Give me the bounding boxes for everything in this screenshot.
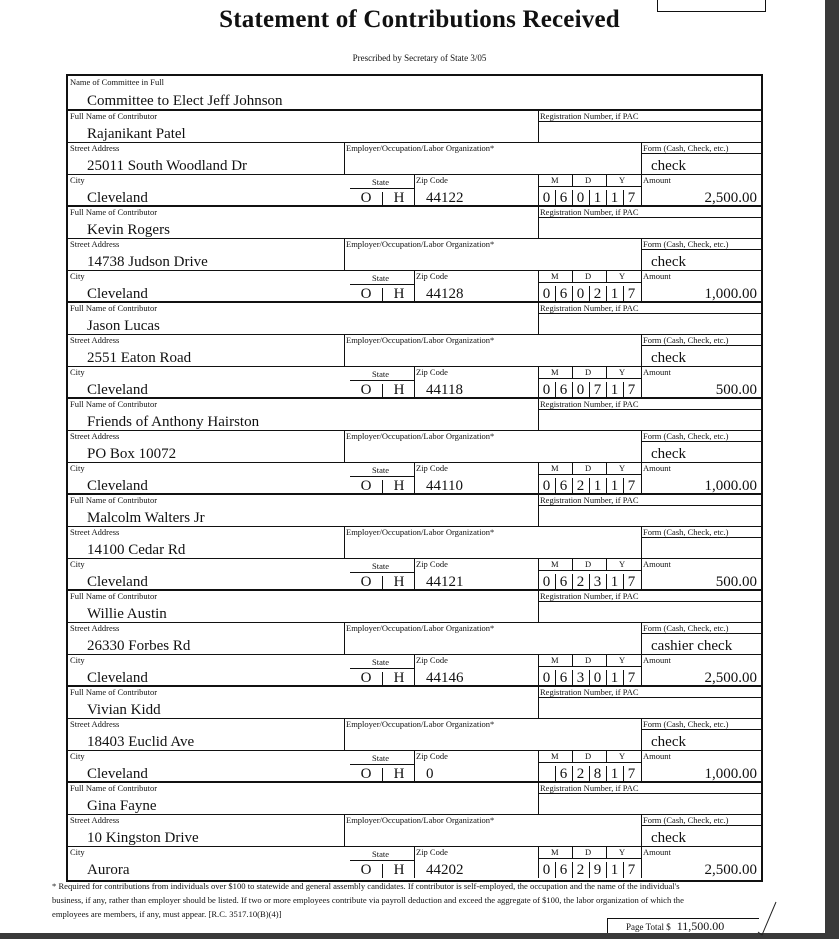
- date-digit: 0: [593, 670, 602, 686]
- amount-value: 500.00: [715, 382, 757, 398]
- year-label: Y: [619, 463, 626, 473]
- month-label: M: [551, 175, 559, 185]
- state-letter: O: [360, 478, 372, 494]
- zip-code: 44146: [426, 670, 464, 686]
- state-label: State: [372, 465, 389, 475]
- contribution-entry: [68, 110, 761, 206]
- city: Cleveland: [87, 478, 148, 494]
- form-type: check: [651, 158, 686, 174]
- amount-value: 1,000.00: [704, 286, 757, 302]
- state-letter: O: [360, 670, 372, 686]
- contribution-entry: [68, 686, 761, 782]
- state-letter: H: [393, 862, 405, 878]
- state-letter: O: [360, 862, 372, 878]
- form-type: check: [651, 254, 686, 270]
- page-subtitle: Prescribed by Secretary of State 3/05: [352, 53, 487, 63]
- month-label: M: [551, 271, 559, 281]
- date-digit: 7: [627, 190, 636, 206]
- zip-code: 0: [426, 766, 434, 782]
- street-label: Street Address: [70, 431, 120, 441]
- date-digit: 1: [610, 190, 619, 206]
- date-digit: 7: [627, 862, 636, 878]
- registration-label: Registration Number, if PAC: [540, 303, 639, 313]
- date-digit: 0: [542, 286, 551, 302]
- date-digit: 2: [593, 286, 602, 302]
- employer-label: Employer/Occupation/Labor Organization*: [346, 719, 495, 729]
- form-type-label: Form (Cash, Check, etc.): [643, 239, 729, 249]
- street-address: 14100 Cedar Rd: [87, 542, 186, 558]
- contributor-name: Gina Fayne: [87, 798, 157, 814]
- form-type-label: Form (Cash, Check, etc.): [643, 719, 729, 729]
- date-digit: 6: [559, 766, 568, 782]
- state-letter: H: [393, 478, 405, 494]
- amount-label: Amount: [643, 367, 671, 377]
- contributor-name: Willie Austin: [87, 606, 167, 622]
- street-label: Street Address: [70, 623, 120, 633]
- city-label: City: [70, 847, 85, 857]
- street-address: 26330 Forbes Rd: [87, 638, 191, 654]
- registration-label: Registration Number, if PAC: [540, 687, 639, 697]
- day-label: D: [585, 655, 592, 665]
- year-label: Y: [619, 847, 626, 857]
- state-letter: H: [393, 574, 405, 590]
- page-total-value: 11,500.00: [676, 919, 725, 933]
- year-label: Y: [619, 655, 626, 665]
- contribution-entry: [68, 494, 761, 590]
- date-digit: 7: [627, 766, 636, 782]
- date-digit: 9: [593, 862, 602, 878]
- employer-label: Employer/Occupation/Labor Organization*: [346, 143, 495, 153]
- date-digit: 7: [627, 382, 636, 398]
- city: Aurora: [87, 862, 130, 878]
- date-digit: 6: [559, 478, 568, 494]
- form-type-label: Form (Cash, Check, etc.): [643, 623, 729, 633]
- city-label: City: [70, 751, 85, 761]
- form-type-label: Form (Cash, Check, etc.): [643, 527, 729, 537]
- date-digit: 2: [576, 766, 585, 782]
- date-digit: 7: [627, 286, 636, 302]
- amount-label: Amount: [643, 271, 671, 281]
- contributor-name: Kevin Rogers: [87, 222, 170, 238]
- amount-label: Amount: [643, 847, 671, 857]
- date-digit: 1: [610, 574, 619, 590]
- date-digit: 1: [610, 670, 619, 686]
- state-label: State: [372, 849, 389, 859]
- street-address: 14738 Judson Drive: [87, 254, 208, 270]
- year-label: Y: [619, 175, 626, 185]
- state-letter: O: [360, 190, 372, 206]
- street-label: Street Address: [70, 719, 120, 729]
- city: Cleveland: [87, 190, 148, 206]
- zip-label: Zip Code: [416, 847, 448, 857]
- date-digit: 3: [576, 670, 585, 686]
- day-label: D: [585, 559, 592, 569]
- date-digit: 6: [559, 286, 568, 302]
- amount-value: 2,500.00: [704, 862, 757, 878]
- date-digit: 6: [559, 862, 568, 878]
- contribution-entry: [68, 206, 761, 302]
- contribution-entry: [68, 782, 761, 878]
- date-digit: 1: [593, 478, 602, 494]
- employer-label: Employer/Occupation/Labor Organization*: [346, 815, 495, 825]
- registration-label: Registration Number, if PAC: [540, 207, 639, 217]
- date-digit: 0: [542, 478, 551, 494]
- state-label: State: [372, 561, 389, 571]
- date-digit: 0: [542, 190, 551, 206]
- registration-label: Registration Number, if PAC: [540, 591, 639, 601]
- year-label: Y: [619, 559, 626, 569]
- street-address: 2551 Eaton Road: [87, 350, 192, 366]
- month-label: M: [551, 559, 559, 569]
- state-letter: H: [393, 766, 405, 782]
- date-digit: 0: [576, 190, 585, 206]
- state-label: State: [372, 273, 389, 283]
- contributor-label: Full Name of Contributor: [70, 399, 158, 409]
- amount-value: 1,000.00: [704, 766, 757, 782]
- contributor-name: Friends of Anthony Hairston: [87, 414, 260, 430]
- date-digit: 6: [559, 574, 568, 590]
- day-label: D: [585, 271, 592, 281]
- window-edge: [825, 0, 839, 939]
- page-total: [607, 918, 759, 933]
- date-digit: 0: [576, 286, 585, 302]
- date-digit: 0: [576, 382, 585, 398]
- form-type: check: [651, 734, 686, 750]
- zip-label: Zip Code: [416, 655, 448, 665]
- contributor-label: Full Name of Contributor: [70, 591, 158, 601]
- zip-code: 44202: [426, 862, 464, 878]
- state-letter: H: [393, 190, 405, 206]
- zip-code: 44121: [426, 574, 464, 590]
- state-label: State: [372, 369, 389, 379]
- date-digit: 2: [576, 862, 585, 878]
- committee-name: Committee to Elect Jeff Johnson: [87, 93, 283, 109]
- state-letter: O: [360, 574, 372, 590]
- form-type: check: [651, 446, 686, 462]
- form-type: check: [651, 350, 686, 366]
- employer-label: Employer/Occupation/Labor Organization*: [346, 527, 495, 537]
- form-type: check: [651, 830, 686, 846]
- amount-label: Amount: [643, 655, 671, 665]
- zip-label: Zip Code: [416, 559, 448, 569]
- month-label: M: [551, 847, 559, 857]
- employer-label: Employer/Occupation/Labor Organization*: [346, 431, 495, 441]
- form-type-label: Form (Cash, Check, etc.): [643, 143, 729, 153]
- city: Cleveland: [87, 286, 148, 302]
- street-address: 25011 South Woodland Dr: [87, 158, 248, 174]
- employer-label: Employer/Occupation/Labor Organization*: [346, 239, 495, 249]
- contributor-name: Jason Lucas: [87, 318, 160, 334]
- month-label: M: [551, 463, 559, 473]
- street-label: Street Address: [70, 335, 120, 345]
- state-label: State: [372, 177, 389, 187]
- city: Cleveland: [87, 766, 148, 782]
- contributions-form: [66, 74, 763, 882]
- amount-value: 500.00: [715, 574, 757, 590]
- contributor-label: Full Name of Contributor: [70, 687, 158, 697]
- registration-label: Registration Number, if PAC: [540, 495, 639, 505]
- form-type: cashier check: [651, 638, 733, 654]
- zip-label: Zip Code: [416, 751, 448, 761]
- day-label: D: [585, 367, 592, 377]
- street-label: Street Address: [70, 143, 120, 153]
- date-digit: 2: [576, 478, 585, 494]
- date-digit: 1: [610, 382, 619, 398]
- amount-value: 1,000.00: [704, 478, 757, 494]
- date-digit: 7: [627, 670, 636, 686]
- city: Cleveland: [87, 670, 148, 686]
- employer-label: Employer/Occupation/Labor Organization*: [346, 335, 495, 345]
- street-label: Street Address: [70, 527, 120, 537]
- state-letter: H: [393, 286, 405, 302]
- employer-label: Employer/Occupation/Labor Organization*: [346, 623, 495, 633]
- street-address: 18403 Euclid Ave: [87, 734, 195, 750]
- pen-check-icon: [742, 898, 778, 936]
- zip-code: 44118: [426, 382, 463, 398]
- city-label: City: [70, 655, 85, 665]
- street-address: PO Box 10072: [87, 446, 177, 462]
- contribution-entry: [68, 302, 761, 398]
- amount-label: Amount: [643, 559, 671, 569]
- city-label: City: [70, 367, 85, 377]
- zip-code: 44110: [426, 478, 463, 494]
- date-digit: 1: [610, 862, 619, 878]
- contributor-name: Rajanikant Patel: [87, 126, 186, 142]
- day-label: D: [585, 175, 592, 185]
- date-digit: 2: [576, 574, 585, 590]
- date-digit: 7: [627, 478, 636, 494]
- form-type-label: Form (Cash, Check, etc.): [643, 431, 729, 441]
- contribution-entry: [68, 398, 761, 494]
- contributor-name: Vivian Kidd: [87, 702, 161, 718]
- registration-label: Registration Number, if PAC: [540, 111, 639, 121]
- date-digit: 6: [559, 670, 568, 686]
- contributor-label: Full Name of Contributor: [70, 783, 158, 793]
- city-label: City: [70, 271, 85, 281]
- state-letter: O: [360, 766, 372, 782]
- zip-code: 44122: [426, 190, 464, 206]
- street-label: Street Address: [70, 815, 120, 825]
- date-digit: 0: [542, 670, 551, 686]
- amount-label: Amount: [643, 751, 671, 761]
- year-label: Y: [619, 751, 626, 761]
- year-label: Y: [619, 367, 626, 377]
- contribution-entry: [68, 590, 761, 686]
- date-digit: 6: [559, 190, 568, 206]
- date-digit: 0: [542, 382, 551, 398]
- state-letter: H: [393, 670, 405, 686]
- city-label: City: [70, 175, 85, 185]
- amount-value: 2,500.00: [704, 190, 757, 206]
- zip-label: Zip Code: [416, 271, 448, 281]
- state-label: State: [372, 657, 389, 667]
- page-total-label: Page Total $: [626, 922, 671, 932]
- amount-label: Amount: [643, 175, 671, 185]
- date-digit: 1: [610, 478, 619, 494]
- contributor-label: Full Name of Contributor: [70, 495, 158, 505]
- form-type-label: Form (Cash, Check, etc.): [643, 335, 729, 345]
- date-digit: 3: [593, 574, 602, 590]
- amount-label: Amount: [643, 463, 671, 473]
- state-letter: O: [360, 286, 372, 302]
- state-letter: O: [360, 382, 372, 398]
- month-label: M: [551, 367, 559, 377]
- registration-label: Registration Number, if PAC: [540, 399, 639, 409]
- day-label: D: [585, 463, 592, 473]
- street-address: 10 Kingston Drive: [87, 830, 199, 846]
- contributor-label: Full Name of Contributor: [70, 207, 158, 217]
- city-label: City: [70, 463, 85, 473]
- month-label: M: [551, 751, 559, 761]
- day-label: D: [585, 751, 592, 761]
- street-label: Street Address: [70, 239, 120, 249]
- city: Cleveland: [87, 382, 148, 398]
- amount-value: 2,500.00: [704, 670, 757, 686]
- date-digit: 0: [542, 862, 551, 878]
- contributor-label: Full Name of Contributor: [70, 303, 158, 313]
- date-digit: 8: [593, 766, 602, 782]
- date-digit: 0: [542, 574, 551, 590]
- date-digit: 1: [610, 766, 619, 782]
- city-label: City: [70, 559, 85, 569]
- year-label: Y: [619, 271, 626, 281]
- month-label: M: [551, 655, 559, 665]
- city: Cleveland: [87, 574, 148, 590]
- zip-code: 44128: [426, 286, 464, 302]
- zip-label: Zip Code: [416, 463, 448, 473]
- date-digit: 7: [593, 382, 602, 398]
- state-letter: H: [393, 382, 405, 398]
- contributor-name: Malcolm Walters Jr: [87, 510, 205, 526]
- zip-label: Zip Code: [416, 367, 448, 377]
- committee-label: Name of Committee in Full: [70, 77, 164, 87]
- footnote: * Required for contributions from individuals over $100 to statewide and general assembly candidates. If contributor is self-employed, the occupation and the name of the individual's business, if any, rather than employer should be listed. If two or more employees contribute via payroll deduction and exceed the aggregate of $100, the labor organization of which the employees are members, if any, must appear. [R.C. 3517.10(B)(4)]: [52, 881, 684, 919]
- day-label: D: [585, 847, 592, 857]
- page-title: Statement of Contributions Received: [219, 6, 620, 33]
- registration-label: Registration Number, if PAC: [540, 783, 639, 793]
- date-digit: 1: [610, 286, 619, 302]
- date-digit: 6: [559, 382, 568, 398]
- date-digit: 1: [593, 190, 602, 206]
- form-type-label: Form (Cash, Check, etc.): [643, 815, 729, 825]
- contributor-label: Full Name of Contributor: [70, 111, 158, 121]
- state-label: State: [372, 753, 389, 763]
- date-digit: 7: [627, 574, 636, 590]
- zip-label: Zip Code: [416, 175, 448, 185]
